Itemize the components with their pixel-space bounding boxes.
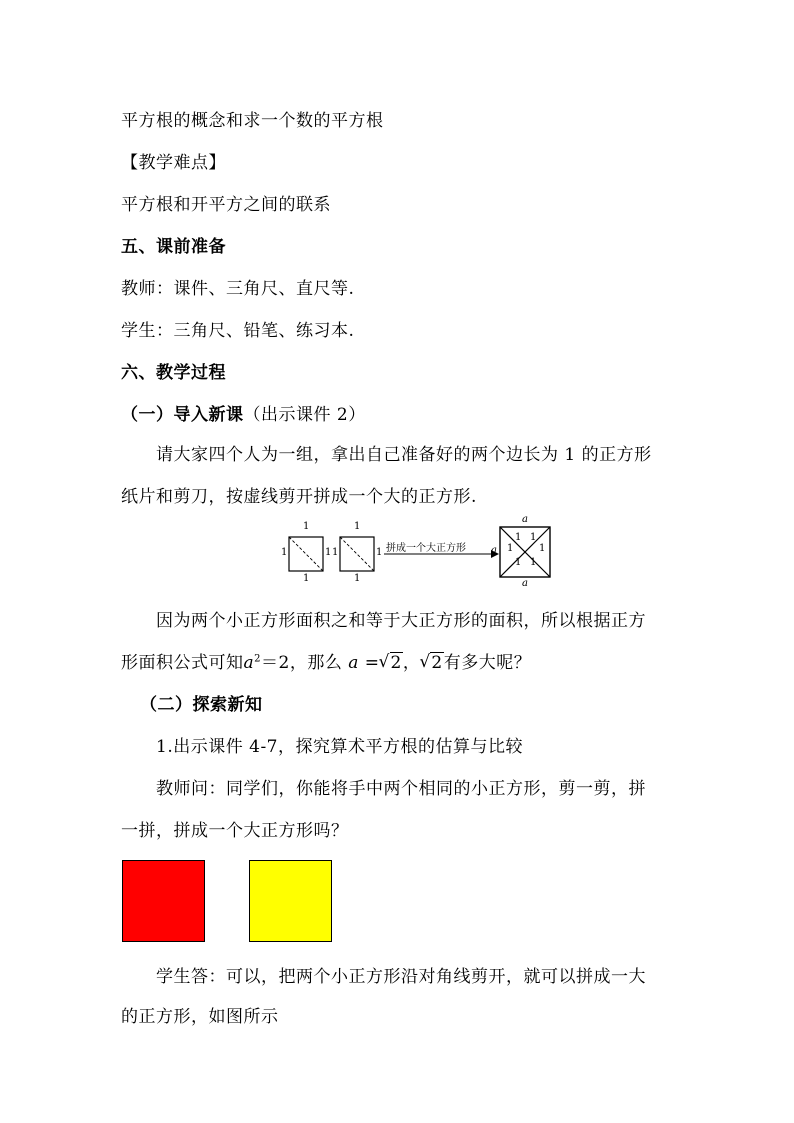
big-square-side-label: a (522, 578, 528, 589)
yellow-square (249, 860, 332, 942)
variable-a: a (348, 653, 359, 673)
subsection-title: （一）导入新课 (121, 405, 244, 425)
section-heading-preparation: 五、课前准备 (121, 237, 226, 257)
side-label: 1 (332, 547, 339, 558)
text-line: 学生答：可以，把两个小正方形沿对角线剪开，就可以拼成一大 (156, 967, 646, 987)
piece-label: 1 (515, 532, 522, 543)
side-label: 1 (354, 521, 361, 532)
text-line: 一拼，拼成一个大正方形吗？ (121, 821, 349, 841)
formula-line (121, 648, 531, 673)
formula-text: ＝2，那么 (261, 653, 343, 673)
subsection-intro (121, 400, 366, 425)
big-square-side-label: a (522, 514, 528, 525)
square-assembly-diagram (280, 516, 560, 596)
piece-label: 1 (530, 532, 537, 543)
text-line: 教师问：同学们，你能将手中两个相同的小正方形，剪一剪，拼 (156, 779, 646, 799)
sqrt-expression: √ 2 (420, 653, 443, 673)
formula-text: 形面积公式可知 (121, 653, 244, 673)
dashed-diagonal (340, 537, 374, 571)
side-label: 1 (303, 521, 310, 532)
exponent: 2 (254, 653, 262, 665)
side-label: 1 (354, 573, 361, 584)
text-line: 平方根的概念和求一个数的平方根 (121, 111, 384, 131)
piece-label: 1 (507, 543, 514, 554)
piece-label: 1 (539, 543, 546, 554)
side-label: 1 (303, 573, 310, 584)
side-label: 1 (325, 547, 332, 558)
side-label: 1 (376, 547, 383, 558)
formula-text: 有多大呢？ (443, 653, 532, 673)
text-line: 学生：三角尺、铅笔、练习本. (121, 321, 355, 341)
variable-a: a (243, 653, 255, 673)
section-heading-difficulty: 【教学难点】 (121, 153, 226, 173)
arrow-text: 拼成一个大正方形 (386, 543, 466, 554)
text-line: 平方根和开平方之间的联系 (121, 195, 331, 215)
side-label: 1 (281, 547, 288, 558)
section-heading-process: 六、教学过程 (121, 363, 226, 383)
text-line: 请大家四个人为一组，拿出自己准备好的两个边长为 1 的正方形 (156, 445, 652, 465)
subsection-title: （二）探索新知 (140, 695, 263, 715)
text-line: 纸片和剪刀，按虚线剪开拼成一个大的正方形. (121, 487, 477, 507)
subsection-note: （出示课件 2） (243, 405, 366, 425)
text-line: 1.出示课件 4-7，探究算术平方根的估算与比较 (156, 737, 523, 757)
diagram-drawing (280, 516, 560, 596)
piece-label: 1 (515, 557, 522, 568)
sqrt-expression: √ 2 (380, 653, 403, 673)
red-square (122, 860, 205, 942)
formula-text: ， (402, 653, 421, 673)
dashed-diagonal (289, 537, 323, 571)
big-square-side-label: a (491, 545, 497, 556)
equals-sign: = (364, 653, 380, 673)
text-line: 因为两个小正方形面积之和等于大正方形的面积，所以根据正方 (156, 611, 646, 631)
text-line: 教师：课件、三角尺、直尺等. (121, 279, 355, 299)
text-line: 的正方形，如图所示 (121, 1007, 279, 1027)
piece-label: 1 (530, 557, 537, 568)
